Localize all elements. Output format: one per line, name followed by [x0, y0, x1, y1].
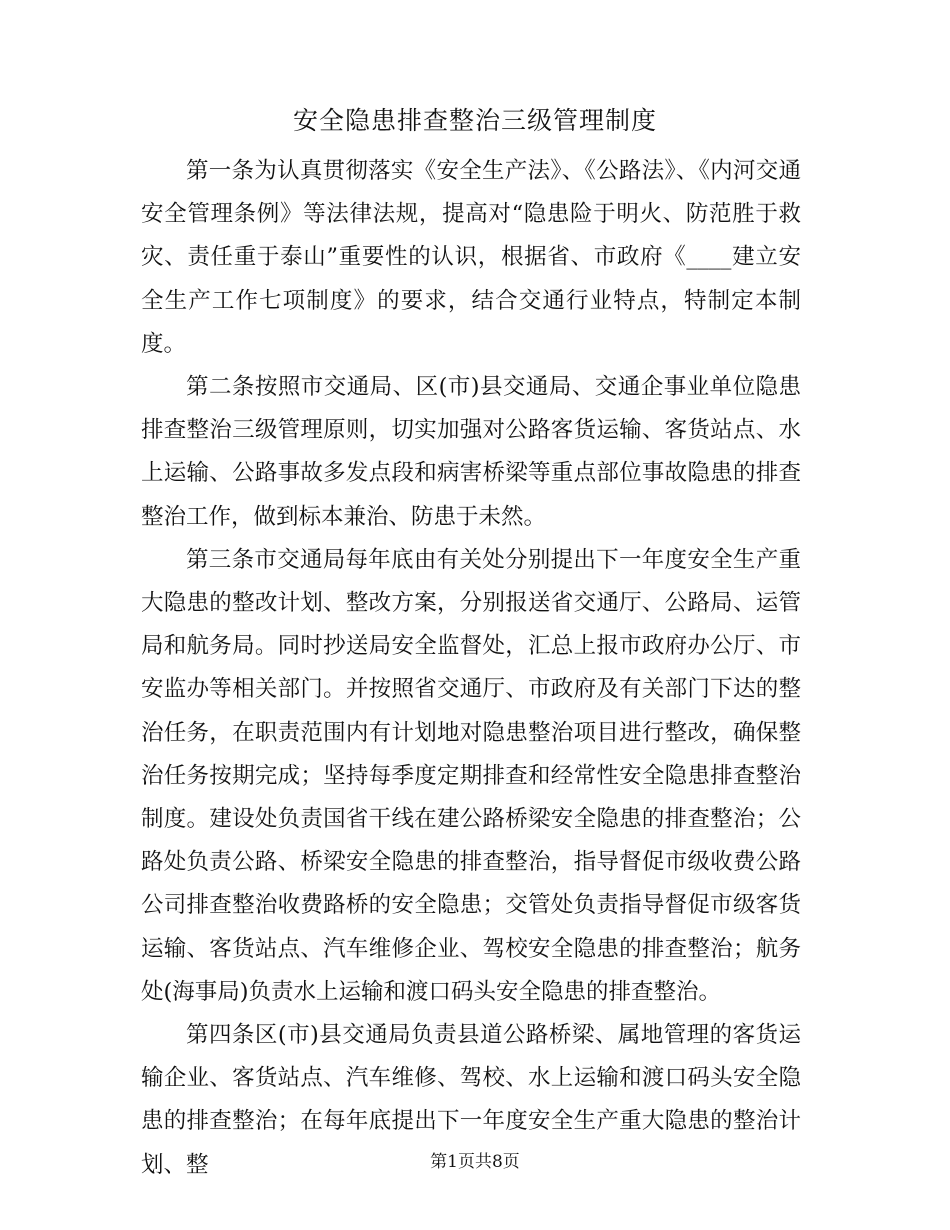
paragraph-article-2: 第二条按照市交通局、区(市)县交通局、交通企事业单位隐患排查整治三级管理原则，切实加强对公路客货运输、客货站点、水上运输、公路事故多发点段和病害桥梁等重点部位事故隐患的排查整治工作，做到标本兼治、防患于未然。	[141, 374, 801, 530]
paragraph-article-3: 第三条市交通局每年底由有关处分别提出下一年度安全生产重大隐患的整改计划、整改方案，分别报送省交通厅、公路局、运管局和航务局。同时抄送局安全监督处，汇总上报市政府办公厅、市安监办等相关部门。并按照省交通厅、市政府及有关部门下达的整治任务，在职责范围内有计划地对隐患整治项目进行整改，确保整治任务按期完成；坚持每季度定期排查和经常性安全隐患排查整治制度。建设处负责国省干线在建公路桥梁安全隐患的排查整治；公路处负责公路、桥梁安全隐患的排查整治，指导督促市级收费公路公司排查整治收费路桥的安全隐患；交管处负责指导督促市级客货运输、客货站点、汽车维修企业、驾校安全隐患的排查整治；航务处(海事局)负责水上运输和渡口码头安全隐患的排查整治。	[141, 546, 801, 1005]
paragraph-article-1: 第一条为认真贯彻落实《安全生产法》、《公路法》、《内河交通安全管理条例》等法律法规，提高对“隐患险于明火、防范胜于救灾、责任重于泰山”重要性的认识，根据省、市政府《____建立安全生产工作七项制度》的要求，结合交通行业特点，特制定本制度。	[141, 158, 801, 357]
document-title: 安全隐患排查整治三级管理制度	[292, 106, 657, 135]
page-number-footer: 第1页共8页	[430, 1152, 520, 1172]
paragraph-article-4: 第四条区(市)县交通局负责县道公路桥梁、属地管理的客货运输企业、客货站点、汽车维修、驾校、水上运输和渡口码头安全隐患的排查整治；在每年底提出下一年度安全生产重大隐患的整治计划、整	[141, 1022, 801, 1178]
document-body	[141, 150, 801, 1187]
